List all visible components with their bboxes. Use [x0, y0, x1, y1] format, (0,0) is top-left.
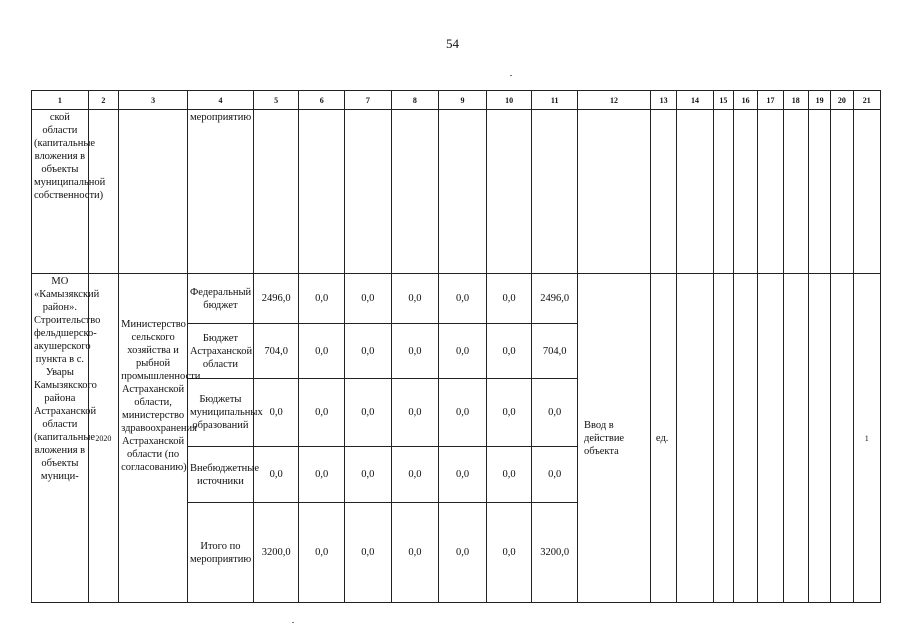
column-header: 19 [808, 91, 830, 110]
column-header: 11 [532, 91, 578, 110]
cell-value: 3200,0 [532, 503, 578, 603]
cell-value: 0,0 [253, 447, 299, 503]
cell-empty [532, 110, 578, 274]
column-header: 1 [32, 91, 89, 110]
cell-value: 0,0 [299, 324, 345, 379]
cell-value: 0,0 [253, 379, 299, 447]
cell-empty [650, 110, 676, 274]
cell-value: 704,0 [253, 324, 299, 379]
column-header: 21 [853, 91, 881, 110]
cell-empty [713, 110, 733, 274]
column-header: 3 [119, 91, 188, 110]
cell-funding-source: Бюджеты муниципальных образований [188, 379, 254, 447]
cell-funding-source: Итого по мероприятию [188, 503, 254, 603]
cell-empty [439, 110, 487, 274]
cell-value: 0,0 [345, 503, 392, 603]
header-row [32, 91, 881, 110]
cell-value: 0,0 [439, 447, 487, 503]
cell-empty [713, 274, 733, 603]
cell-value: 0,0 [299, 503, 345, 603]
cell-col21-value: 1 [853, 274, 881, 603]
cell-empty [391, 110, 439, 274]
cell-empty [783, 110, 808, 274]
cell-empty [577, 110, 650, 274]
cell-value: 0,0 [532, 447, 578, 503]
column-header: 2 [88, 91, 118, 110]
column-header: 18 [783, 91, 808, 110]
cell-funding-source: Внебюджетные источники [188, 447, 254, 503]
funding-table [31, 90, 881, 603]
column-header: 7 [345, 91, 392, 110]
cell-empty [733, 110, 757, 274]
cell-unit: ед. [650, 274, 676, 603]
column-header: 4 [188, 91, 254, 110]
column-header: 20 [831, 91, 853, 110]
column-header: 10 [486, 91, 532, 110]
column-header: 9 [439, 91, 487, 110]
cell-value: 0,0 [391, 274, 439, 324]
cell-value: 0,0 [299, 379, 345, 447]
cell-empty [783, 274, 808, 603]
cell-empty [758, 110, 783, 274]
cell-object-name-continued: ской области (капитальные вложения в объекты муниципальной собственности) [32, 110, 89, 274]
cell-value: 2496,0 [532, 274, 578, 324]
cell-funding-source: Федеральный бюджет [188, 274, 254, 324]
cell-value: 0,0 [439, 503, 487, 603]
cell-empty [677, 110, 713, 274]
column-header: 13 [650, 91, 676, 110]
cell-empty [733, 274, 757, 603]
cell-empty [853, 110, 881, 274]
cell-value: 0,0 [345, 447, 392, 503]
cell-source-continued: мероприятию [188, 110, 254, 274]
cell-executor: Министерство сельского хозяйства и рыбной промышленности Астраханской области, министерство здравоохранения Астраханской области (по согласованию) [119, 274, 188, 603]
cell-value: 0,0 [439, 379, 487, 447]
cell-value: 0,0 [345, 324, 392, 379]
column-header: 14 [677, 91, 713, 110]
cell-value: 0,0 [439, 274, 487, 324]
cell-empty [808, 274, 830, 603]
column-header: 5 [253, 91, 299, 110]
funding-row-federal [32, 274, 881, 324]
cell-funding-source: Бюджет Астраханской области [188, 324, 254, 379]
cell-value: 0,0 [345, 379, 392, 447]
cell-empty [345, 110, 392, 274]
cell-empty [831, 110, 853, 274]
cell-value: 3200,0 [253, 503, 299, 603]
continuation-row [32, 110, 881, 274]
cell-empty [808, 110, 830, 274]
cell-value: 0,0 [345, 274, 392, 324]
cell-value: 0,0 [391, 324, 439, 379]
column-header: 8 [391, 91, 439, 110]
cell-empty [253, 110, 299, 274]
cell-value: 0,0 [391, 447, 439, 503]
cell-value: 0,0 [486, 447, 532, 503]
cell-value: 0,0 [532, 379, 578, 447]
cell-value: 0,0 [486, 503, 532, 603]
cell-empty [299, 110, 345, 274]
cell-value: 0,0 [486, 274, 532, 324]
cell-value: 704,0 [532, 324, 578, 379]
cell-result-indicator: Ввод в действие объекта [577, 274, 650, 603]
cell-value: 0,0 [486, 379, 532, 447]
column-header: 15 [713, 91, 733, 110]
cell-value: 0,0 [391, 379, 439, 447]
cell-value: 2496,0 [253, 274, 299, 324]
cell-empty [486, 110, 532, 274]
page-number: 54 [446, 36, 459, 51]
cell-value: 0,0 [299, 447, 345, 503]
scan-speck [292, 622, 294, 623]
cell-empty [677, 274, 713, 603]
column-header: 6 [299, 91, 345, 110]
cell-value: 0,0 [486, 324, 532, 379]
cell-year: 2020 [88, 274, 118, 603]
column-header: 16 [733, 91, 757, 110]
column-header: 12 [577, 91, 650, 110]
column-header: 17 [758, 91, 783, 110]
cell-value: 0,0 [391, 503, 439, 603]
cell-empty [119, 110, 188, 274]
cell-value: 0,0 [299, 274, 345, 324]
cell-value: 0,0 [439, 324, 487, 379]
scan-speck [510, 75, 512, 76]
cell-object-name: МО «Камызякский район». Строительство фельдшерско-акушерского пункта в с. Увары Камызякского района Астраханской области (капитальные вложения в объекты муници- [32, 274, 89, 603]
cell-empty [758, 274, 783, 603]
cell-empty [831, 274, 853, 603]
